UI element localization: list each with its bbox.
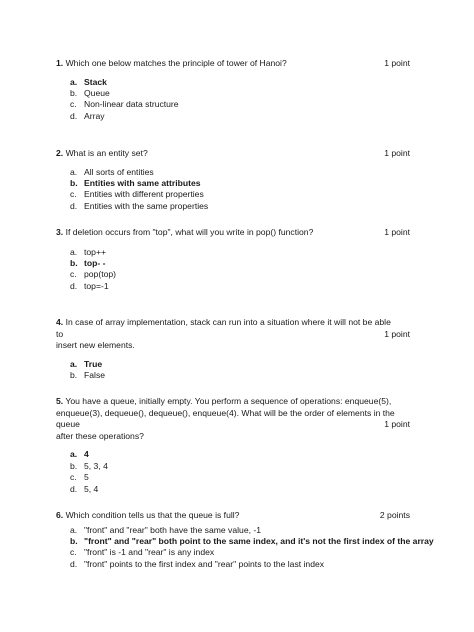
option-text: Entities with the same properties: [84, 200, 209, 211]
options-list: [56, 247, 400, 293]
option-text: "front" and "rear" both have the same value, -1: [84, 524, 262, 535]
option-text: Entities with different properties: [84, 189, 204, 200]
option-letter: b.: [70, 88, 78, 98]
question-number: 1.: [56, 58, 64, 68]
option-text: 5: [84, 472, 89, 483]
question-5-text: [56, 396, 400, 442]
option-c: [56, 99, 400, 110]
question-points: 1 point: [384, 227, 410, 237]
question-prompt-line-1: You have a queue, initially empty. You perform a sequence of operations: enqueue(5),: [65, 396, 392, 406]
option-a: [56, 247, 400, 258]
option-text: 4: [84, 449, 89, 460]
option-d: [56, 201, 400, 212]
option-letter: c.: [70, 99, 77, 110]
question-6-text: [56, 510, 400, 522]
question-points: 2 points: [379, 510, 410, 520]
option-c: [56, 269, 400, 280]
option-letter: d.: [70, 110, 78, 121]
option-c: [56, 547, 436, 558]
option-a: [56, 77, 400, 88]
question-4-text: [56, 317, 400, 352]
question-prompt: Which one below matches the principle of tower of Hanoi?: [65, 58, 287, 68]
option-letter: b.: [70, 178, 78, 188]
option-b: [56, 461, 400, 472]
option-text: Queue: [84, 88, 110, 98]
question-prompt-line-2: enqueue(3), dequeue(), dequeue(), enqueue(4). What will be the order of elements in the queue: [56, 407, 395, 430]
option-letter: c.: [70, 269, 77, 280]
option-text: 5, 3, 4: [84, 460, 108, 471]
question-points: 1 point: [384, 419, 410, 430]
question-number: 5.: [56, 396, 64, 406]
question-number: 4.: [56, 317, 64, 327]
option-c: [56, 472, 400, 483]
question-4: [56, 317, 410, 382]
option-letter: d.: [70, 558, 78, 569]
option-text: pop(top): [84, 269, 117, 280]
option-letter: d.: [70, 280, 78, 291]
options-list: [56, 525, 436, 571]
option-text: top++: [84, 246, 106, 257]
option-letter: a.: [70, 524, 78, 535]
option-text: Entities with same attributes: [84, 178, 201, 188]
option-b: [56, 88, 400, 99]
question-6: [56, 510, 434, 570]
option-b: [56, 536, 436, 547]
question-number: 2.: [56, 148, 64, 158]
options-list: [56, 449, 400, 495]
option-d: [56, 484, 400, 495]
option-d: [56, 281, 400, 292]
option-b: [56, 370, 400, 381]
option-text: "front" and "rear" both point to the same index, and it's not the first index of the array: [84, 536, 434, 546]
option-text: All sorts of entities: [84, 166, 154, 177]
question-2: [56, 148, 410, 212]
question-number: 3.: [56, 227, 64, 237]
options-list: [56, 359, 400, 382]
option-text: top=-1: [84, 280, 109, 291]
option-c: [56, 189, 400, 200]
option-a: [56, 449, 400, 460]
option-letter: b.: [70, 536, 78, 546]
option-b: [56, 178, 400, 189]
option-text: top- -: [84, 258, 106, 268]
option-letter: d.: [70, 483, 78, 494]
option-letter: a.: [70, 449, 78, 460]
option-letter: c.: [70, 472, 77, 483]
option-text: 5, 4: [84, 483, 99, 494]
option-letter: a.: [70, 166, 78, 177]
question-prompt-line-3: after these operations?: [56, 430, 144, 441]
question-3-text: [56, 227, 400, 239]
option-d: [56, 111, 400, 122]
option-letter: d.: [70, 200, 78, 211]
question-points: 1 point: [384, 328, 410, 339]
option-text: Non-linear data structure: [84, 99, 179, 110]
option-text: Array: [84, 110, 105, 121]
question-prompt: If deletion occurs from "top", what will you write in pop() function?: [65, 227, 314, 237]
question-3: [56, 227, 410, 292]
option-d: [56, 559, 436, 570]
option-text: "front" is -1 and "rear" is any index: [84, 547, 215, 558]
question-2-text: [56, 148, 400, 160]
option-text: False: [84, 370, 106, 381]
option-letter: b.: [70, 460, 78, 471]
option-a: [56, 525, 436, 536]
question-points: 1 point: [384, 58, 410, 68]
option-a: [56, 167, 400, 178]
option-letter: a.: [70, 358, 78, 369]
question-prompt-line-2: insert new elements.: [56, 340, 135, 351]
question-points: 1 point: [384, 148, 410, 158]
option-text: "front" points to the first index and "rear" points to the last index: [84, 558, 325, 569]
option-letter: c.: [70, 189, 77, 200]
question-number: 6.: [56, 510, 64, 520]
option-a: [56, 359, 400, 370]
option-b: [56, 258, 400, 269]
question-1-text: [56, 58, 400, 70]
question-prompt: What is an entity set?: [65, 148, 148, 158]
question-prompt-line-1: In case of array implementation, stack can run into a situation where it will not be able to: [56, 317, 391, 339]
question-5: [56, 396, 410, 495]
option-letter: c.: [70, 547, 77, 558]
question-1: [56, 58, 410, 122]
option-letter: b.: [70, 370, 78, 381]
options-list: [56, 77, 400, 123]
question-prompt: Which condition tells us that the queue is full?: [65, 510, 240, 520]
options-list: [56, 167, 400, 213]
option-letter: a.: [70, 76, 78, 87]
option-text: True: [84, 358, 103, 369]
option-letter: a.: [70, 246, 78, 257]
option-text: Stack: [84, 76, 107, 87]
option-letter: b.: [70, 258, 78, 268]
